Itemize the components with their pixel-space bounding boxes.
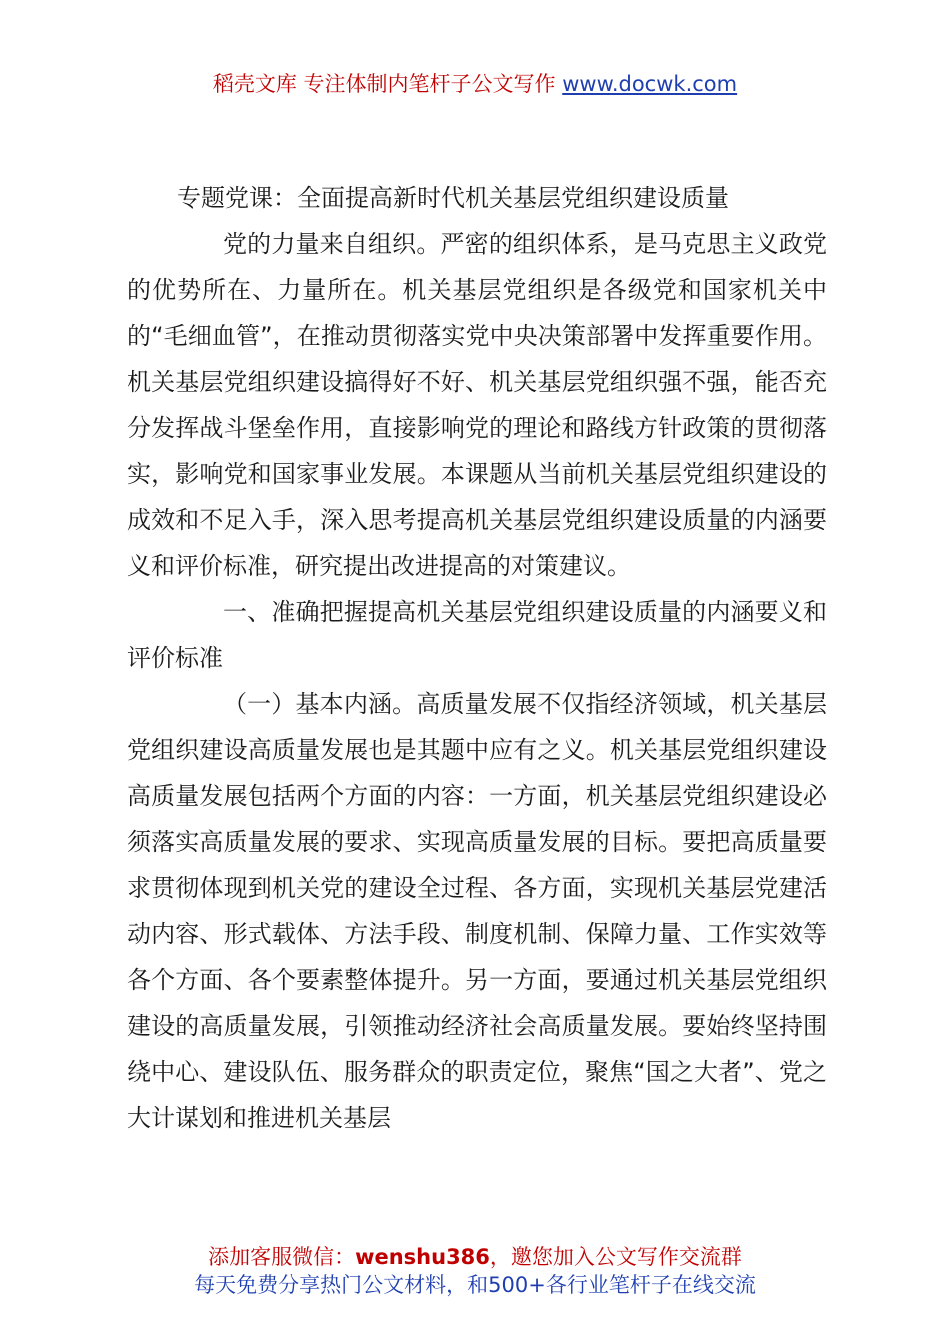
header-url-link[interactable]: www.docwk.com: [562, 72, 738, 96]
paragraph-intro: 党的力量来自组织。严密的组织体系，是马克思主义政党的优势所在、力量所在。机关基层党组织是各级党和国家机关中的“毛细血管”，在推动贯彻落实党中央决策部署中发挥重要作用。机关基层党组织建设搞得好不好、机关基层党组织强不强，能否充分发挥战斗堡垒作用，直接影响党的理论和路线方针政策的贯彻落实，影响党和国家事业发展。本课题从当前机关基层党组织建设的成效和不足入手，深入思考提高机关基层党组织建设质量的内涵要义和评价标准，研究提出改进提高的对策建议。: [127, 230, 827, 580]
document-title: 专题党课：全面提高新时代机关基层党组织建设质量: [177, 184, 729, 212]
footer-wechat-id: wenshu386: [355, 1245, 490, 1269]
footer-line-promo: 每天免费分享热门公文材料，和500+各行业笔杆子在线交流: [194, 1273, 756, 1297]
footer-contact-suffix: ，邀您加入公文写作交流群: [489, 1245, 742, 1269]
paragraph-basic-connotation: （一）基本内涵。高质量发展不仅指经济领域，机关基层党组织建设高质量发展也是其题中应有之义。机关基层党组织建设高质量发展包括两个方面的内容：一方面，机关基层党组织建设必须落实高质量发展的要求、实现高质量发展的目标。要把高质量要求贯彻体现到机关党的建设全过程、各方面，实现机关基层党建活动内容、形式载体、方法手段、制度机制、保障力量、工作实效等各个方面、各个要素整体提升。另一方面，要通过机关基层党组织建设的高质量发展，引领推动经济社会高质量发展。要始终坚持围绕中心、建设队伍、服务群众的职责定位，聚焦“国之大者”、党之大计谋划和推进机关基层: [127, 690, 827, 1132]
header-brand: 稻壳文库 专注体制内笔杆子公文写作: [212, 72, 563, 96]
footer-contact-prefix: 添加客服微信：: [208, 1245, 356, 1269]
document-body: [127, 175, 827, 1141]
paragraph-section-heading: 一、准确把握提高机关基层党组织建设质量的内涵要义和评价标准: [127, 598, 827, 672]
watermark-footer: [0, 1243, 950, 1299]
watermark-header: [0, 70, 950, 98]
footer-line-contact: [0, 1243, 950, 1271]
